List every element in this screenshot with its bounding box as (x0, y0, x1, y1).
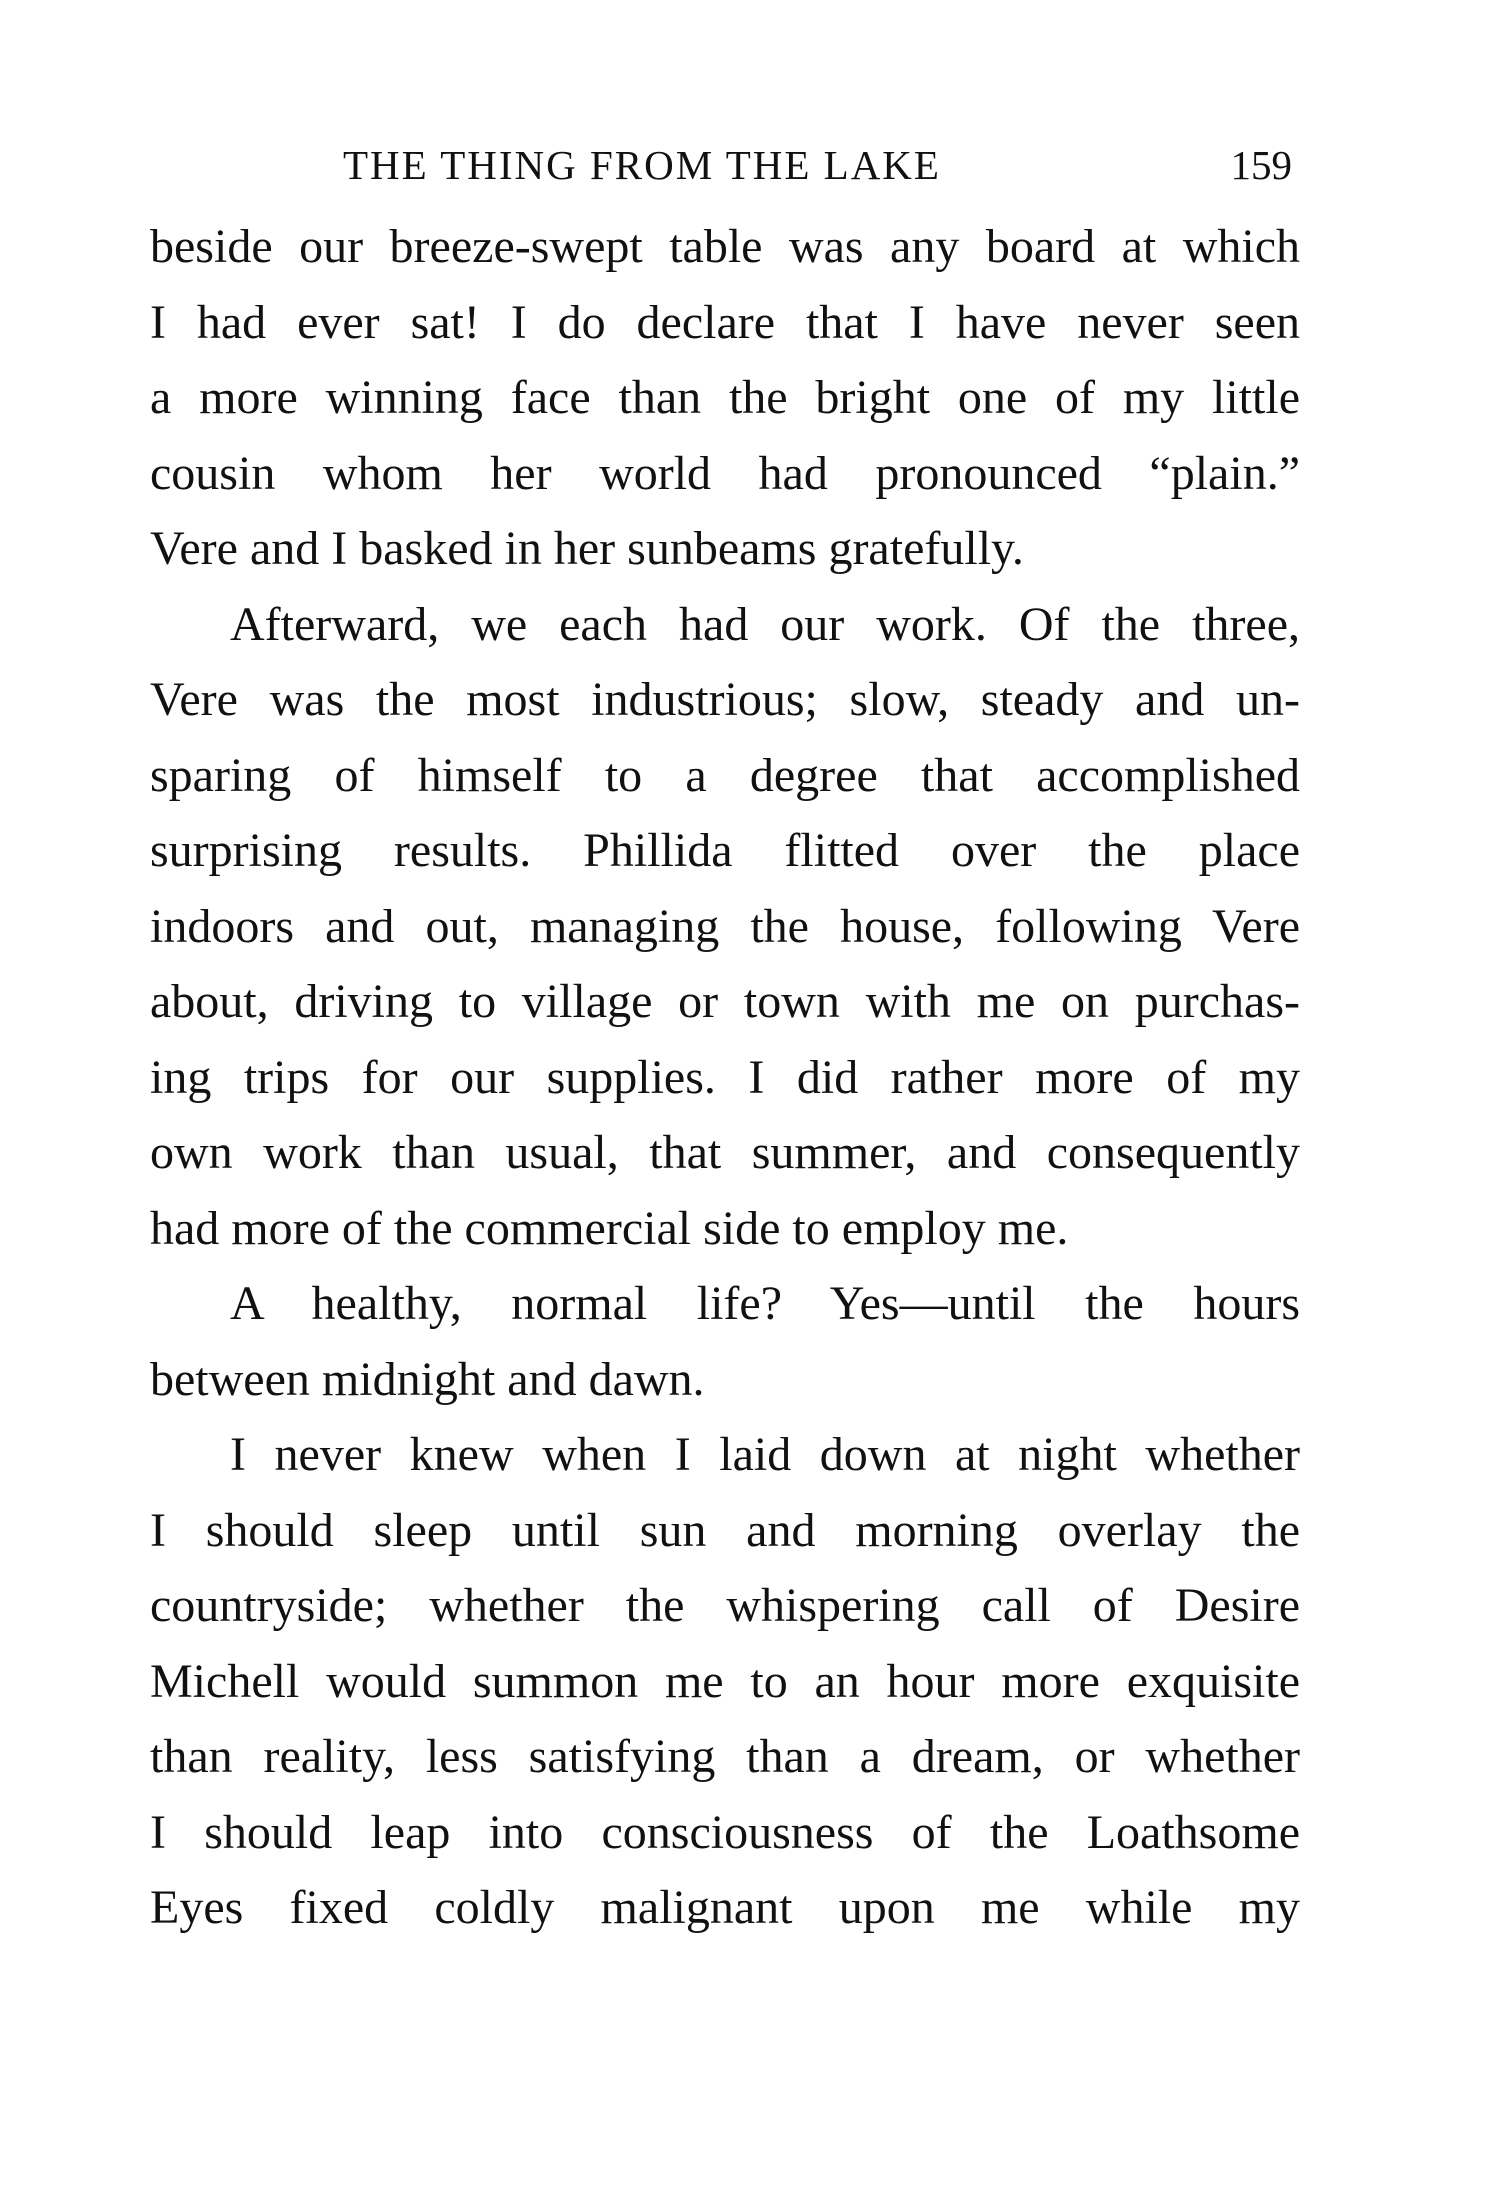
text-line: countryside; whether the whispering call of Desire (150, 1579, 1300, 1632)
text-line: surprising results. Phillida flitted over the place (150, 824, 1300, 877)
text-line: a more winning face than the bright one of my little (150, 371, 1300, 424)
text-line: than reality, less satisfying than a dream, or whether (150, 1730, 1300, 1783)
text-line: own work than usual, that summer, and consequently (150, 1126, 1300, 1179)
page-number: 159 (1230, 142, 1292, 188)
text-line: sparing of himself to a degree that accomplished (150, 748, 1300, 802)
text-line: beside our breeze-swept table was any board at which (150, 220, 1300, 273)
text-line: cousin whom her world had pronounced “plain.” (150, 446, 1300, 500)
text-line: Eyes fixed coldly malignant upon me while my (150, 1881, 1300, 1934)
text-line: ing trips for our supplies. I did rather more of my (150, 1050, 1300, 1104)
text-line: Afterward, we each had our work. Of the three, (230, 597, 1300, 651)
text-line: Vere was the most industrious; slow, steady and un- (150, 673, 1300, 726)
text-line: I never knew when I laid down at night whether (230, 1428, 1300, 1481)
text-line: I should sleep until sun and morning overlay the (150, 1503, 1300, 1557)
text-line: about, driving to village or town with me on purchas- (150, 975, 1300, 1028)
text-line: I should leap into consciousness of the Loathsome (150, 1805, 1300, 1859)
body-text (150, 209, 1300, 1946)
text-line: I had ever sat! I do declare that I have never seen (150, 295, 1300, 349)
text-line: Michell would summon me to an hour more exquisite (150, 1654, 1300, 1708)
running-head (150, 135, 1300, 195)
running-title: THE THING FROM THE LAKE (343, 142, 941, 188)
text-line: had more of the commercial side to employ me. (150, 1201, 1069, 1255)
text-line: A healthy, normal life? Yes—until the hours (230, 1277, 1300, 1330)
book-page (150, 135, 1300, 1946)
text-line: Vere and I basked in her sunbeams gratefully. (150, 522, 1024, 575)
text-line: between midnight and dawn. (150, 1352, 705, 1406)
text-line: indoors and out, managing the house, following Vere (150, 899, 1300, 953)
